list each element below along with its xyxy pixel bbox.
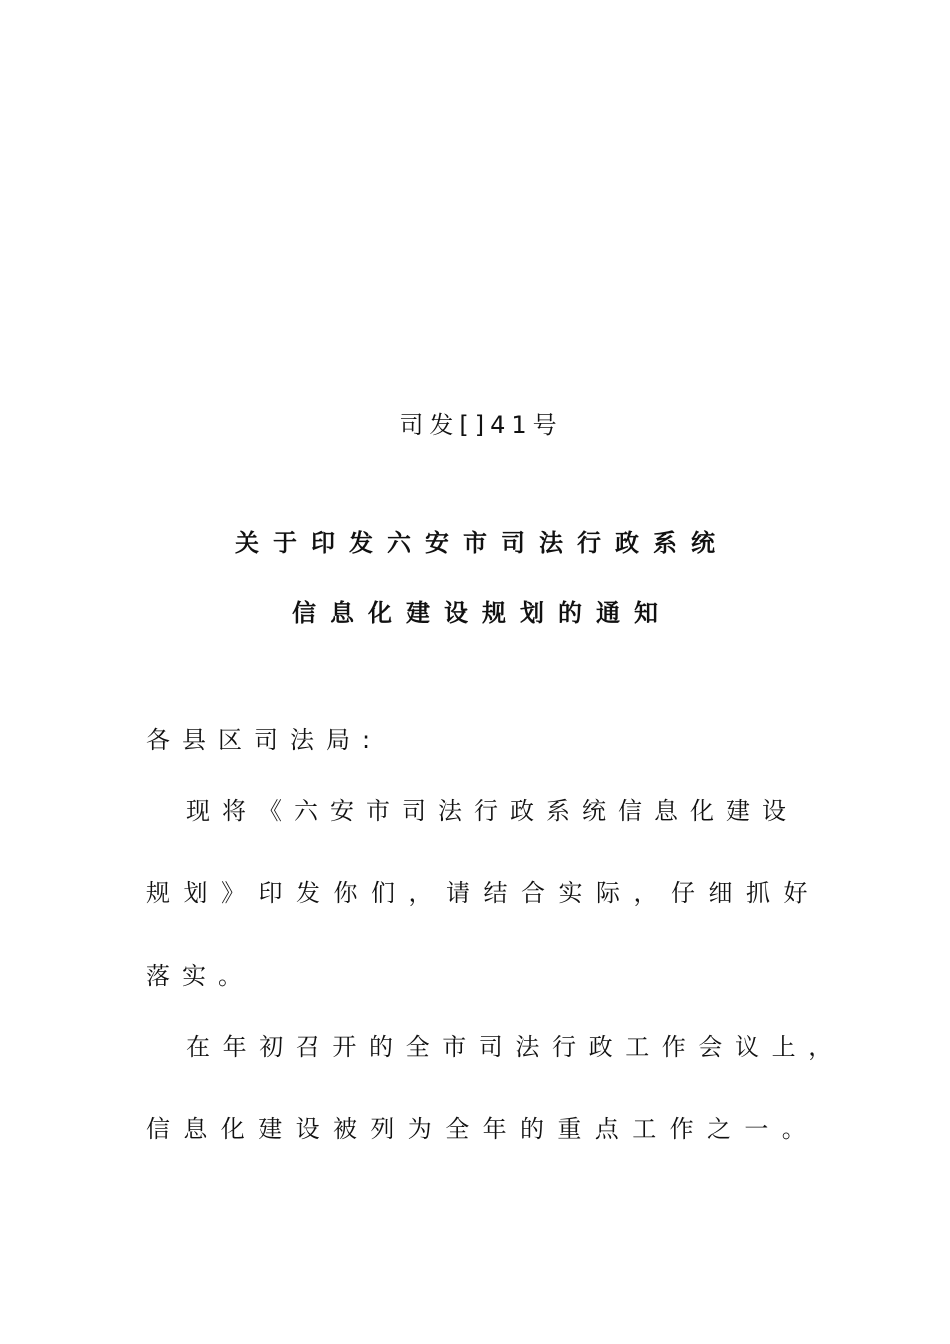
body-line-4: 在年初召开的全市司法行政工作会议上， (186, 1033, 845, 1061)
body-line-2: 规划》印发你们，请结合实际，仔细抓好 (146, 879, 821, 907)
title-line-1: 关于印发六安市司法行政系统 (235, 529, 729, 557)
document-number: 司发[]41号 (399, 411, 563, 439)
body-line-3: 落实。 (146, 962, 254, 990)
salutation: 各县区司法局: (146, 726, 383, 754)
body-line-5: 信息化建设被列为全年的重点工作之一。 (146, 1115, 820, 1143)
body-line-1: 现将《六安市司法行政系统信息化建设 (186, 797, 798, 825)
title-line-2: 信息化建设规划的通知 (292, 599, 672, 627)
